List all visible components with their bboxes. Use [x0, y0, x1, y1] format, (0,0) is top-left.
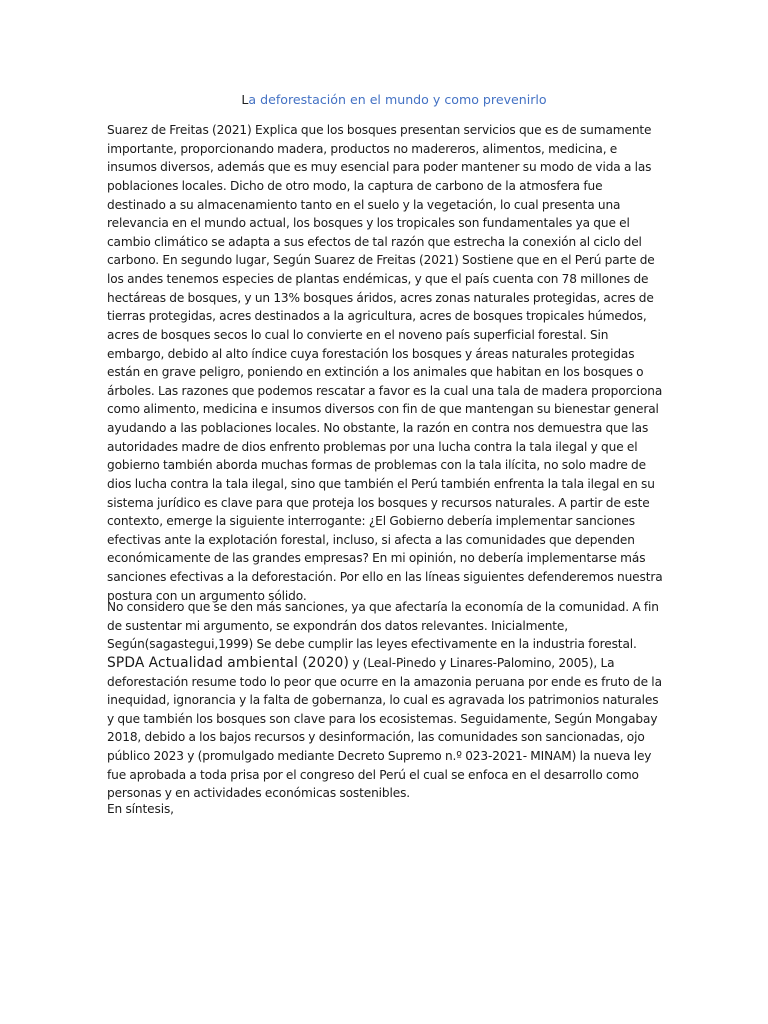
title-first-letter: L — [241, 92, 249, 107]
document-title — [0, 91, 768, 109]
title-rest: a deforestación en el mundo y como prevenirlo — [248, 92, 547, 107]
paragraph-argument-part-1: No considero que se den más sanciones, ya que afectaría la economía de la comunidad. A fin de sustentar mi argumento, se expondrán dos datos relevantes. Inicialmente, Según(sagastegui,1999) Se debe cumplir las leyes efectivamente en la industria forestal. — [107, 600, 659, 652]
paragraph-argument-part-2: y (Leal-Pinedo y Linares-Palomino, 2005), La deforestación resume todo lo peor que ocurre en la amazonia peruana por ende es fruto de la inequidad, ignorancia y la falta de gobernanza, lo cual es agravada los patrimonios naturales y que también los bosques son clave para los ecosistemas. Seguidamente, Según Mongabay 2018, debido a los bajos recursos y desinformación, las comunidades son sancionadas, ojo público 2023 y (promulgado mediante Decreto Supremo n.º 023-2021- MINAM) la nueva ley fue aprobada a toda prisa por el congreso del Perú el cual se enfoca en el desarrollo como personas y en actividades económicas sostenibles. — [107, 655, 662, 801]
citation-spda: SPDA Actualidad ambiental (2020) — [107, 654, 349, 671]
paragraph-argument — [107, 598, 663, 803]
paragraph-synthesis: En síntesis, — [107, 802, 174, 816]
paragraph-intro: Suarez de Freitas (2021) Explica que los bosques presentan servicios que es de sumamente importante, proporcionando madera, productos no madereros, alimentos, medicina, e insumos diversos, además que es muy esencial para poder mantener su modo de vida a las poblaciones locales. Dicho de otro modo, la captura de carbono de la atmosfera fue destinado a su almacenamiento tanto en el suelo y la vegetación, lo cual presenta una relevancia en el mundo actual, los bosques y los tropicales son fundamentales ya que el cambio climático se adapta a sus efectos de tal razón que estrecha la conexión al ciclo del carbono. En segundo lugar, Según Suarez de Freitas (2021) Sostiene que en el Perú parte de los andes tenemos especies de plantas endémicas, y que el país cuenta con 78 millones de hectáreas de bosques, y un 13% bosques áridos, acres zonas naturales protegidas, acres de tierras protegidas, acres destinados a la agricultura, acres de bosques tropicales húmedos, acres de bosques secos lo cual lo convierte en el noveno país superficial forestal. Sin embargo, debido al alto índice cuya forestación los bosques y áreas naturales protegidas están en grave peligro, poniendo en extinción a los animales que habitan en los bosques o árboles. Las razones que podemos rescatar a favor es la cual una tala de madera proporciona como alimento, medicina e insumos diversos con fin de que mantengan su bienestar general ayudando a las poblaciones locales. No obstante, la razón en contra nos demuestra que las autoridades madre de dios enfrento problemas por una lucha contra la tala ilegal y que el gobierno también aborda muchas formas de problemas con la tala ilícita, no solo madre de dios lucha contra la tala ilegal, sino que también el Perú también enfrenta la tala ilegal en su sistema jurídico es clave para que proteja los bosques y recursos naturales. A partir de este contexto, emerge la siguiente interrogante: ¿El Gobierno debería implementar sanciones efectivas ante la explotación forestal, incluso, si afecta a las comunidades que dependen económicamente de las grandes empresas? En mi opinión, no debería implementarse más sanciones efectivas a la deforestación. Por ello en las líneas siguientes defenderemos nuestra postura con un argumento sólido. — [107, 123, 663, 603]
